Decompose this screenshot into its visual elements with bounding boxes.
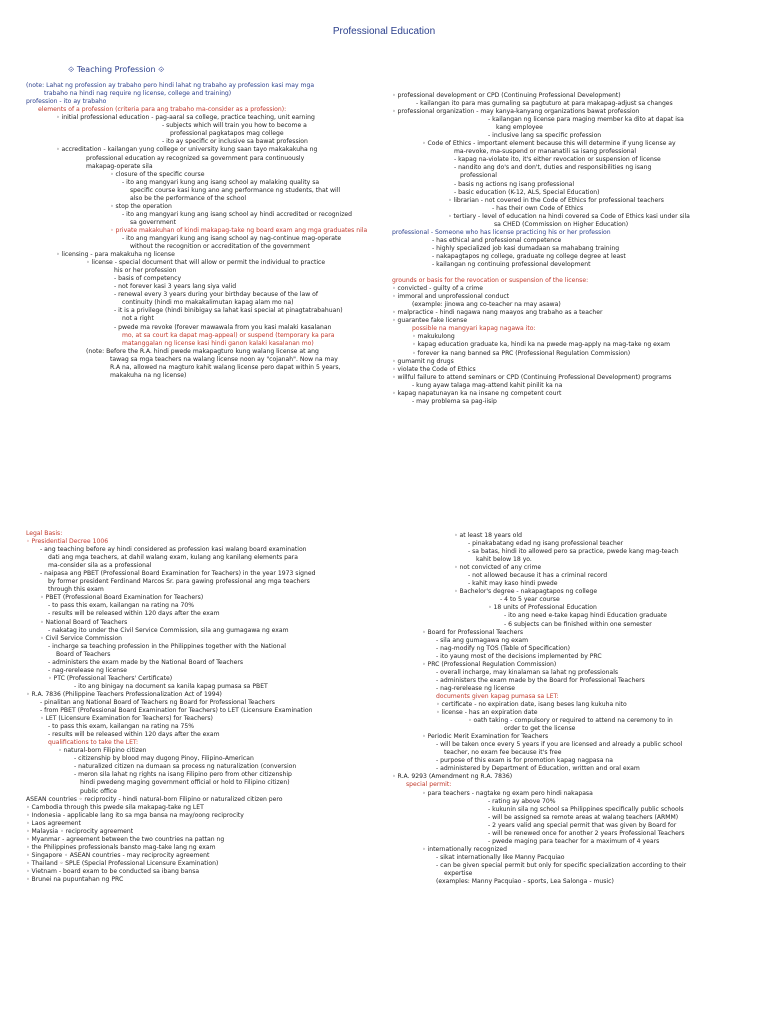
note-line: - results will be released within 120 days after the exam	[48, 731, 220, 739]
note-line: kahit below 18 yo.	[476, 556, 532, 564]
note-line: - overall incharge, may kinalaman sa lahat ng professionals	[436, 668, 619, 676]
note-line: Board of Teachers	[56, 650, 111, 658]
note-line: - has their own Code of Ethics	[492, 204, 584, 212]
note-line: - naturalized citizen na dumaan sa process ng naturalization (conversion	[74, 763, 297, 771]
note-line: ◦ stop the operation	[110, 202, 172, 210]
note-line: - basic education (K-12, ALS, Special Education)	[454, 188, 600, 196]
note-line: ◦ Board for Professional Teachers	[422, 628, 524, 636]
note-line: - rating ay above 70%	[488, 797, 556, 805]
note-line: - ito ang binigay na document sa kanila kapag pumasa sa PBET	[74, 682, 268, 690]
note-line: ◦ R.A. 7836 (Philippine Teachers Professionalization Act of 1994)	[26, 690, 222, 698]
note-line: - kailangan ng continuing professional development	[432, 260, 591, 268]
note-line: ◦ Bachelor's degree - nakapagtapos ng college	[454, 588, 598, 596]
note-line: (examples: Manny Pacquiao - sports, Lea Salonga - music)	[436, 878, 614, 886]
note-line: - 6 subjects can be finished within one semester	[504, 620, 652, 628]
note-line: continuity (hindi mo makakalimutan kapag alam mo na)	[122, 299, 294, 307]
note-line: ◦ professional development or CPD (Continuing Professional Development)	[392, 92, 621, 99]
note-line: - renewal every 3 years during your birthday because of the law of	[114, 291, 318, 299]
note-line: ◦ Laos agreement	[26, 819, 81, 827]
note-line: ◦ Presidential Decree 1006	[26, 538, 109, 546]
note-line: professional education ay recognized sa government para continuously	[86, 154, 305, 162]
note-line: - administers the exam made by the Board for Professional Teachers	[436, 676, 645, 684]
note-line: ◦ accreditation - kailangan yung college or university kung saan tayo makakakuha ng	[56, 146, 318, 154]
note-line: makakuha na ng license)	[110, 371, 187, 379]
note-line: ◦ gumamit ng drugs	[392, 357, 454, 365]
note-line: - administered by Department of Education, written and oral exam	[436, 765, 640, 773]
note-line: ◦ Code of Ethics - important element because this will determine if yung license ay	[422, 140, 676, 148]
note-line: - kahit may kaso hindi pwede	[468, 580, 558, 588]
note-line: ◦ private makakuhan of kindi makapag-take ng board exam ang mga graduates nila	[110, 226, 368, 234]
note-line: - basis ng actions ng isang professional	[454, 180, 575, 188]
note-line: ◦ Civil Service Commission	[40, 634, 123, 642]
note-line: ◦ guarantee fake license	[392, 317, 468, 325]
note-line: ◦ Cambodia through this pwede sila makapag-take ng LET	[26, 803, 204, 811]
note-line: - purpose of this exam is for promotion kapag nagpasa na	[436, 757, 613, 765]
note-line: ◦ Myanmar - agreement between the two countries na pattan ng	[26, 835, 225, 843]
note-line: matanggalan ng license kasi hindi ganon kalaki kasalanan mo)	[122, 339, 314, 347]
note-line: elements of a profession (criteria para ang trabaho ma-consider as a profession):	[38, 106, 287, 114]
note-line: - kailangan ng license para maging member ka dito at dapat isa	[488, 116, 684, 124]
note-line: - pwede ma revoke (forever mawawala from you kasi malaki kasalanan	[114, 323, 332, 331]
note-line: - from PBET (Professional Board Examination for Teachers) to LET (Licensure Examination	[40, 707, 313, 715]
note-line: not a right	[122, 315, 154, 323]
note-line: grounds or basis for the revocation or suspension of the license:	[392, 277, 589, 285]
note-line: - citizenship by blood may dugong Pinoy, Filipino-American	[74, 755, 254, 763]
note-line	[26, 74, 398, 82]
note-line: - ito yaung most of the decisions implemented by PRC	[436, 652, 602, 660]
note-line: ◦ natural-born Filipino citizen	[58, 747, 147, 755]
note-line: without the recognition or accreditation of the government	[130, 243, 310, 251]
note-line: - basis of competency	[114, 275, 182, 283]
note-line: dati ang mga teachers, at dahil walang exam, kulang ang kanilang elements para	[48, 554, 298, 562]
note-line: ma-consider sila as a professional	[48, 562, 152, 570]
note-line: ◦ Thailand ◦ SPLE (Special Professional Licensure Examination)	[26, 859, 219, 867]
note-line: ASEAN countries ◦ reciprocity - hindi natural-born Filipino or naturalized citizen pero	[26, 795, 283, 803]
note-line: ◦ certificate - no expiration date, isang beses lang kukuha nito	[436, 700, 627, 708]
note-line: documents given kapag pumasa sa LET:	[436, 692, 559, 700]
note-line: ◦ forever ka nang banned sa PRC (Professional Regulation Commission)	[412, 349, 631, 357]
note-line: ◦ kapag education graduate ka, hindi ka na pwede mag-apply na mag-take ng exam	[412, 341, 671, 349]
note-line: trabaho na hindi nag require ng license, college and training)	[44, 90, 232, 98]
note-line: - ito ang mangyari kung ang isang school ay hindi accredited or recognized	[122, 210, 353, 218]
note-line: ◦ LET (Licensure Examination for Teachers) for Teachers)	[40, 715, 213, 723]
note-line: - subjects which will train you how to become a	[162, 122, 307, 130]
note-line: ◦ licensing - para makakuha ng license	[56, 251, 175, 259]
note-line: expertise	[444, 869, 473, 877]
note-line: ◦ National Board of Teachers	[40, 618, 128, 626]
note-line: ◦ PTC (Professional Teachers' Certificate)	[48, 674, 173, 682]
note-line: - sa batas, hindi ito allowed pero sa practice, pwede kang mag-teach	[468, 548, 679, 556]
note-line: ◦ license - has an expiration date	[436, 709, 538, 717]
note-line: - meron sila lahat ng rights na isang Filipino pero from other citizenship	[74, 771, 292, 779]
note-line: - administers the exam made by the National Board of Teachers	[48, 658, 244, 666]
note-line: ◦ makukulong	[412, 333, 455, 341]
note-line: ◦ closure of the specific course	[110, 170, 205, 178]
note-line: - naipasa ang PBET (Professional Board Examination for Teachers) in the year 1973 signed	[40, 570, 316, 578]
note-line: ◦ convicted - guilty of a crime	[392, 285, 483, 293]
note-line: ◦ the Philippines professionals bansto mag-take lang ng exam	[26, 843, 216, 851]
note-line: - inclusive lang sa specific profession	[488, 132, 602, 140]
note-line: professional	[460, 172, 497, 180]
note-line: also be the performance of the school	[130, 194, 247, 202]
note-line: - pwede maging para teacher for a maximum of 4 years	[488, 837, 660, 845]
notes-column-professional-development	[392, 92, 752, 406]
note-line: ◦ tertiary - level of education na hindi covered sa Code of Ethics kasi under sila	[448, 212, 690, 220]
note-line: ⟐ Teaching Profession ⟐	[68, 65, 165, 74]
note-line: ◦ not convicted of any crime	[454, 564, 542, 572]
note-line: profession - ito ay trabaho	[26, 98, 107, 106]
note-line: professional - Someone who has license practicing his or her profession	[392, 228, 611, 236]
note-line: specific course kasi kung ano ang performance ng students, that will	[130, 186, 341, 194]
note-line: - ito ang mangyari kung ang isang school ay nag-continue mag-operate	[122, 234, 342, 242]
note-line: - nag-rerelease ng license	[48, 666, 128, 674]
note-line: - kailangan ito para mas gumaling sa pagtuturo at para makapag-adjust sa changes	[416, 100, 673, 108]
note-line: - nandito ang do's and don't, duties and responsibilities ng isang	[454, 164, 652, 172]
note-line: ◦ librarian - not covered in the Code of Ethics for professional teachers	[448, 196, 664, 204]
note-line: - will be renewed once for another 2 years Professional Teachers	[488, 829, 685, 837]
notes-column-legal-basis	[26, 530, 398, 884]
note-line: public office	[80, 787, 117, 795]
note-line: ◦ PRC (Professional Regulation Commission)	[422, 660, 557, 668]
note-line: ◦ Brunei na pupuntahan ng PRC	[26, 876, 124, 884]
note-line: makapag-operate sila	[86, 162, 153, 170]
note-line: - 4 to 5 year course	[500, 596, 560, 604]
note-line: hindi pwedeng maging government official or hold to Filipino citizen)	[80, 779, 290, 787]
note-line: (note: Before the R.A. hindi pwede makapagturo kung walang license at ang	[86, 347, 319, 355]
note-line: sa CHED (Commission on Higher Education)	[494, 220, 629, 228]
note-line: - not forever kasi 3 years lang siya valid	[114, 283, 237, 291]
note-line: ◦ professional organization - may kanya-kanyang organizations bawat profession	[392, 108, 640, 116]
note-line: ◦ willful failure to attend seminars or CPD (Continuing Professional Development) programs	[392, 373, 672, 381]
note-line: - sikat internationally like Manny Pacquiao	[436, 853, 565, 861]
note-line: - not allowed because it has a criminal record	[468, 572, 608, 580]
note-line: qualifications to take the LET:	[48, 739, 139, 747]
notes-column-teaching-profession	[26, 66, 398, 380]
note-line: ◦ Vietnam - board exam to be conducted sa ibang bansa	[26, 867, 200, 875]
note-line: through this exam	[48, 586, 104, 594]
note-line: - ito ang need e-take kapag hindi Education graduate	[504, 612, 667, 620]
note-line: special permit:	[406, 781, 452, 789]
note-line: - ito ay specific or inclusive sa bawat profession	[162, 138, 308, 146]
note-line: his or her profession	[114, 267, 177, 275]
note-line: ma-revoke, ma-suspend or mananatili sa isang professional	[454, 148, 637, 156]
note-line: ◦ PBET (Professional Board Examination for Teachers)	[40, 594, 204, 602]
note-line: (note: Lahat ng profession ay trabaho pero hindi lahat ng trabaho ay profession kasi may mga	[26, 82, 315, 90]
note-line: - nakapagtapos ng college, graduate ng college degree at least	[432, 252, 626, 260]
note-line: - results will be released within 120 days after the exam	[48, 610, 220, 618]
page-title: Professional Education	[332, 26, 436, 37]
note-line: teacher, no exam fee because it's free	[444, 749, 562, 757]
note-line: Legal Basis:	[26, 530, 63, 537]
note-line: - 2 years valid ang special permit that was given by Board for	[488, 821, 677, 829]
note-line: ◦ immoral and unprofessional conduct	[392, 293, 510, 301]
note-line: ◦ at least 18 years old	[454, 532, 522, 539]
note-line: order to get the license	[504, 725, 576, 733]
note-line: (example: jinowa ang co-teacher na may asawa)	[412, 301, 561, 309]
note-line: - pinakabatang edad ng isang professional teacher	[468, 540, 624, 548]
note-line: ◦ Indonesia - applicable lang ito sa mga bansa na may/oong reciprocity	[26, 811, 244, 819]
note-line: - will be assigned sa remote areas at walang teachers (ARMM)	[488, 813, 679, 821]
note-line: - will be taken once every 5 years if you are licensed and already a public school	[436, 741, 683, 749]
note-line: ◦ Singapore ◦ ASEAN countries - may reciprocity agreement	[26, 851, 210, 859]
note-line: ◦ R.A. 9293 (Amendment ng R.A. 7836)	[392, 773, 513, 781]
note-line: ◦ violate the Code of Ethics	[392, 365, 476, 373]
note-line: - may problema sa pag-iisip	[412, 397, 497, 405]
note-line: ◦ para teachers - nagtake ng exam pero hindi nakapasa	[422, 789, 593, 797]
note-line: - it is a privilege (hindi binibigay sa lahat kasi special at pinagtatrabahuan)	[114, 307, 343, 315]
note-line: - nakatag ito under the Civil Service Commission, sila ang gumagawa ng exam	[48, 626, 289, 634]
note-line: - to pass this exam, kailangan na rating na 75%	[48, 723, 195, 731]
note-line: - kung ayaw talaga mag-attend kahit pinilit ka na	[412, 381, 563, 389]
note-line: ◦ internationally recognized	[422, 845, 507, 853]
note-line: - pinalitan ang National Board of Teachers ng Board for Professional Teachers	[40, 698, 275, 706]
note-line: ◦ initial professional education - pag-aaral sa college, practice teaching, unit earning	[56, 114, 315, 122]
note-line	[392, 269, 752, 277]
note-line: - has ethical and professional competence	[432, 236, 562, 244]
notes-column-let-qualifications	[392, 532, 752, 886]
note-line: by former president Ferdinand Marcos Sr. para gawing professional ang mga teachers	[48, 578, 310, 586]
note-line: - ang teaching before ay hindi considered as profession kasi walang board examination	[40, 546, 307, 554]
note-line: - nag-modify ng TOS (Table of Specification)	[436, 644, 570, 652]
note-line: ◦ oath taking - compulsory or required to attend na ceremony to in	[468, 717, 673, 725]
note-line: sa government	[130, 218, 176, 226]
note-line: - ito ang mangyari kung ang isang school ay malaking quality sa	[122, 178, 320, 186]
note-line: professional pagkatapos mag college	[170, 130, 284, 138]
note-line: - nag-rerelease ng license	[436, 684, 516, 692]
note-line: - highly specialized job kasi dumadaan sa mahabang training	[432, 244, 620, 252]
note-line: kang employee	[496, 124, 543, 132]
note-line: R.A na, allowed na magturo kahit walang license pero dapat within 5 years,	[110, 363, 341, 371]
note-line: - sila ang gumagawa ng exam	[436, 636, 529, 644]
note-line: ◦ 18 units of Professional Education	[488, 604, 597, 612]
note-line: - to pass this exam, kailangan na rating na 70%	[48, 602, 195, 610]
note-line: - incharge sa teaching profession in the Philippines together with the National	[48, 642, 286, 650]
note-line: ◦ Periodic Merit Examination for Teachers	[422, 733, 549, 741]
note-line: ◦ license - special document that will allow or permit the individual to practice	[86, 259, 326, 267]
note-line: - can be given special permit but only for specific specialization according to their	[436, 861, 687, 869]
note-line: ◦ kapag napatunayan ka na insane ng competent court	[392, 389, 562, 397]
note-line: mo, at sa court ka dapat mag-appeal) or suspend (temporary ka para	[122, 331, 335, 339]
note-line: ◦ Malaysia ◦ reciprocity agreement	[26, 827, 134, 835]
note-line: tawag sa mga teachers na walang license noon ay "cojanah". Now na may	[110, 355, 338, 363]
note-line: ◦ malpractice - hindi nagawa nang maayos ang trabaho as a teacher	[392, 309, 603, 317]
note-line: - kapag na-violate ito, it's either revocation or suspension of license	[454, 156, 661, 164]
note-line: - kukunin sila ng school sa Philippines specifically public schools	[488, 805, 684, 813]
note-line: possible na mangyari kapag nagawa ito:	[412, 325, 536, 333]
